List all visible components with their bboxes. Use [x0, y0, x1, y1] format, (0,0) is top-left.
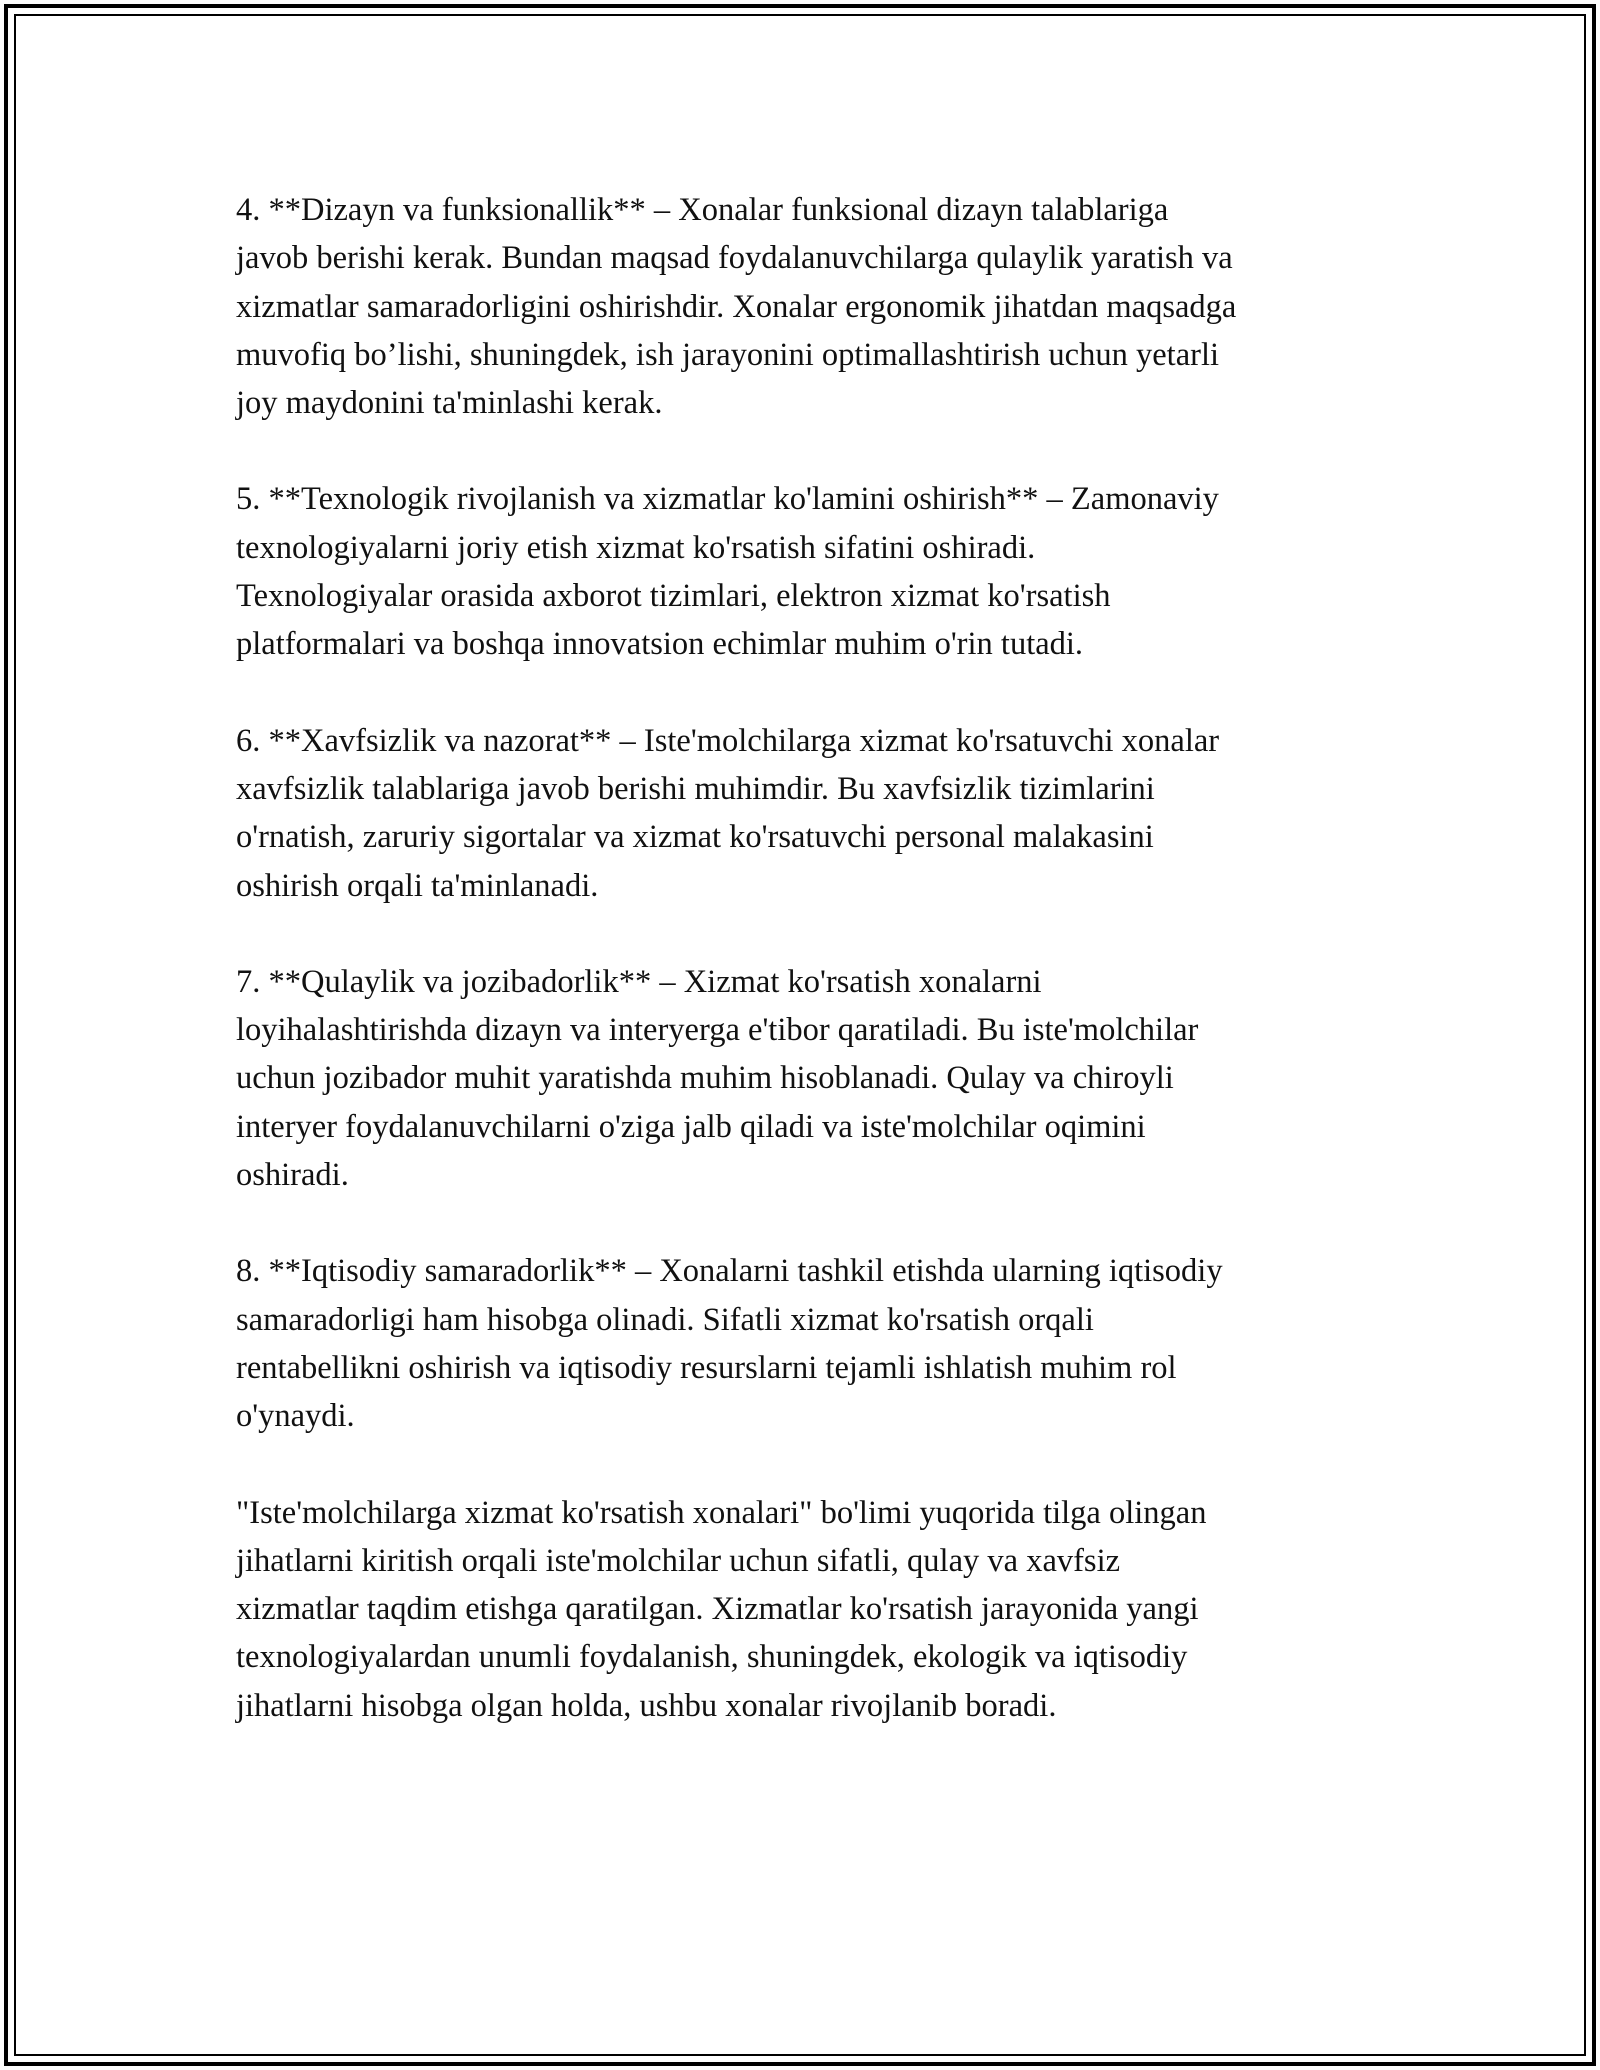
text-line: rentabellikni oshirish va iqtisodiy resurslarni tejamli ishlatish muhim rol [236, 1349, 1177, 1386]
text-line: jihatlarni hisobga olgan holda, ushbu xonalar rivojlanib boradi. [236, 1687, 1057, 1724]
document-body [236, 186, 1376, 1778]
text-line: 8. **Iqtisodiy samaradorlik** – Xonalarni tashkil etishda ularning iqtisodiy [236, 1253, 1223, 1290]
text-line: o'rnatish, zaruriy sigortalar va xizmat ko'rsatuvchi personal malakasini [236, 819, 1154, 856]
paragraph-item-7 [236, 958, 1376, 1199]
text-line: joy maydonini ta'minlashi kerak. [236, 385, 663, 422]
text-line: xavfsizlik talablariga javob berishi muhimdir. Bu xavfsizlik tizimlarini [236, 770, 1155, 807]
paragraph-item-8 [236, 1247, 1376, 1440]
text-line: platformalari va boshqa innovatsion echimlar muhim o'rin tutadi. [236, 626, 1084, 663]
text-line: o'ynaydi. [236, 1398, 355, 1435]
text-line: oshiradi. [236, 1157, 349, 1194]
text-line: interyer foydalanuvchilarni o'ziga jalb qiladi va iste'molchilar oqimini [236, 1108, 1146, 1145]
text-line: javob berishi kerak. Bundan maqsad foydalanuvchilarga qulaylik yaratish va [236, 240, 1233, 277]
text-line: Texnologiyalar orasida axborot tizimlari, elektron xizmat ko'rsatish [236, 578, 1111, 615]
paragraph-item-4 [236, 186, 1376, 427]
text-line: texnologiyalarni joriy etish xizmat ko'rsatish sifatini oshiradi. [236, 529, 1036, 566]
text-line: xizmatlar samaradorligini oshirishdir. Xonalar ergonomik jihatdan maqsadga [236, 288, 1237, 325]
paragraph-conclusion [236, 1489, 1376, 1730]
text-line: uchun jozibador muhit yaratishda muhim hisoblanadi. Qulay va chiroyli [236, 1060, 1174, 1097]
text-line: xizmatlar taqdim etishga qaratilgan. Xizmatlar ko'rsatish jarayonida yangi [236, 1591, 1199, 1628]
text-line: jihatlarni kiritish orqali iste'molchilar uchun sifatli, qulay va xavfsiz [236, 1542, 1121, 1579]
text-line: 6. **Xavfsizlik va nazorat** – Iste'molchilarga xizmat ko'rsatuvchi xonalar [236, 722, 1220, 759]
text-line: 7. **Qulaylik va jozibadorlik** – Xizmat ko'rsatish xonalarni [236, 963, 1042, 1000]
paragraph-item-5 [236, 475, 1376, 668]
paragraph-item-6 [236, 717, 1376, 910]
text-line: 5. **Texnologik rivojlanish va xizmatlar ko'lamini oshirish** – Zamonaviy [236, 481, 1219, 518]
text-line: oshirish orqali ta'minlanadi. [236, 867, 599, 904]
text-line: muvofiq bo’lishi, shuningdek, ish jarayonini optimallashtirish uchun yetarli [236, 336, 1219, 373]
text-line: loyihalashtirishda dizayn va interyerga e'tibor qaratiladi. Bu iste'molchilar [236, 1012, 1199, 1049]
text-line: texnologiyalardan unumli foydalanish, shuningdek, ekologik va iqtisodiy [236, 1639, 1188, 1676]
text-line: samaradorligi ham hisobga olinadi. Sifatli xizmat ko'rsatish orqali [236, 1301, 1094, 1338]
text-line: "Iste'molchilarga xizmat ko'rsatish xonalari" bo'limi yuqorida tilga olingan [236, 1494, 1207, 1531]
text-line: 4. **Dizayn va funksionallik** – Xonalar funksional dizayn talablariga [236, 192, 1169, 228]
